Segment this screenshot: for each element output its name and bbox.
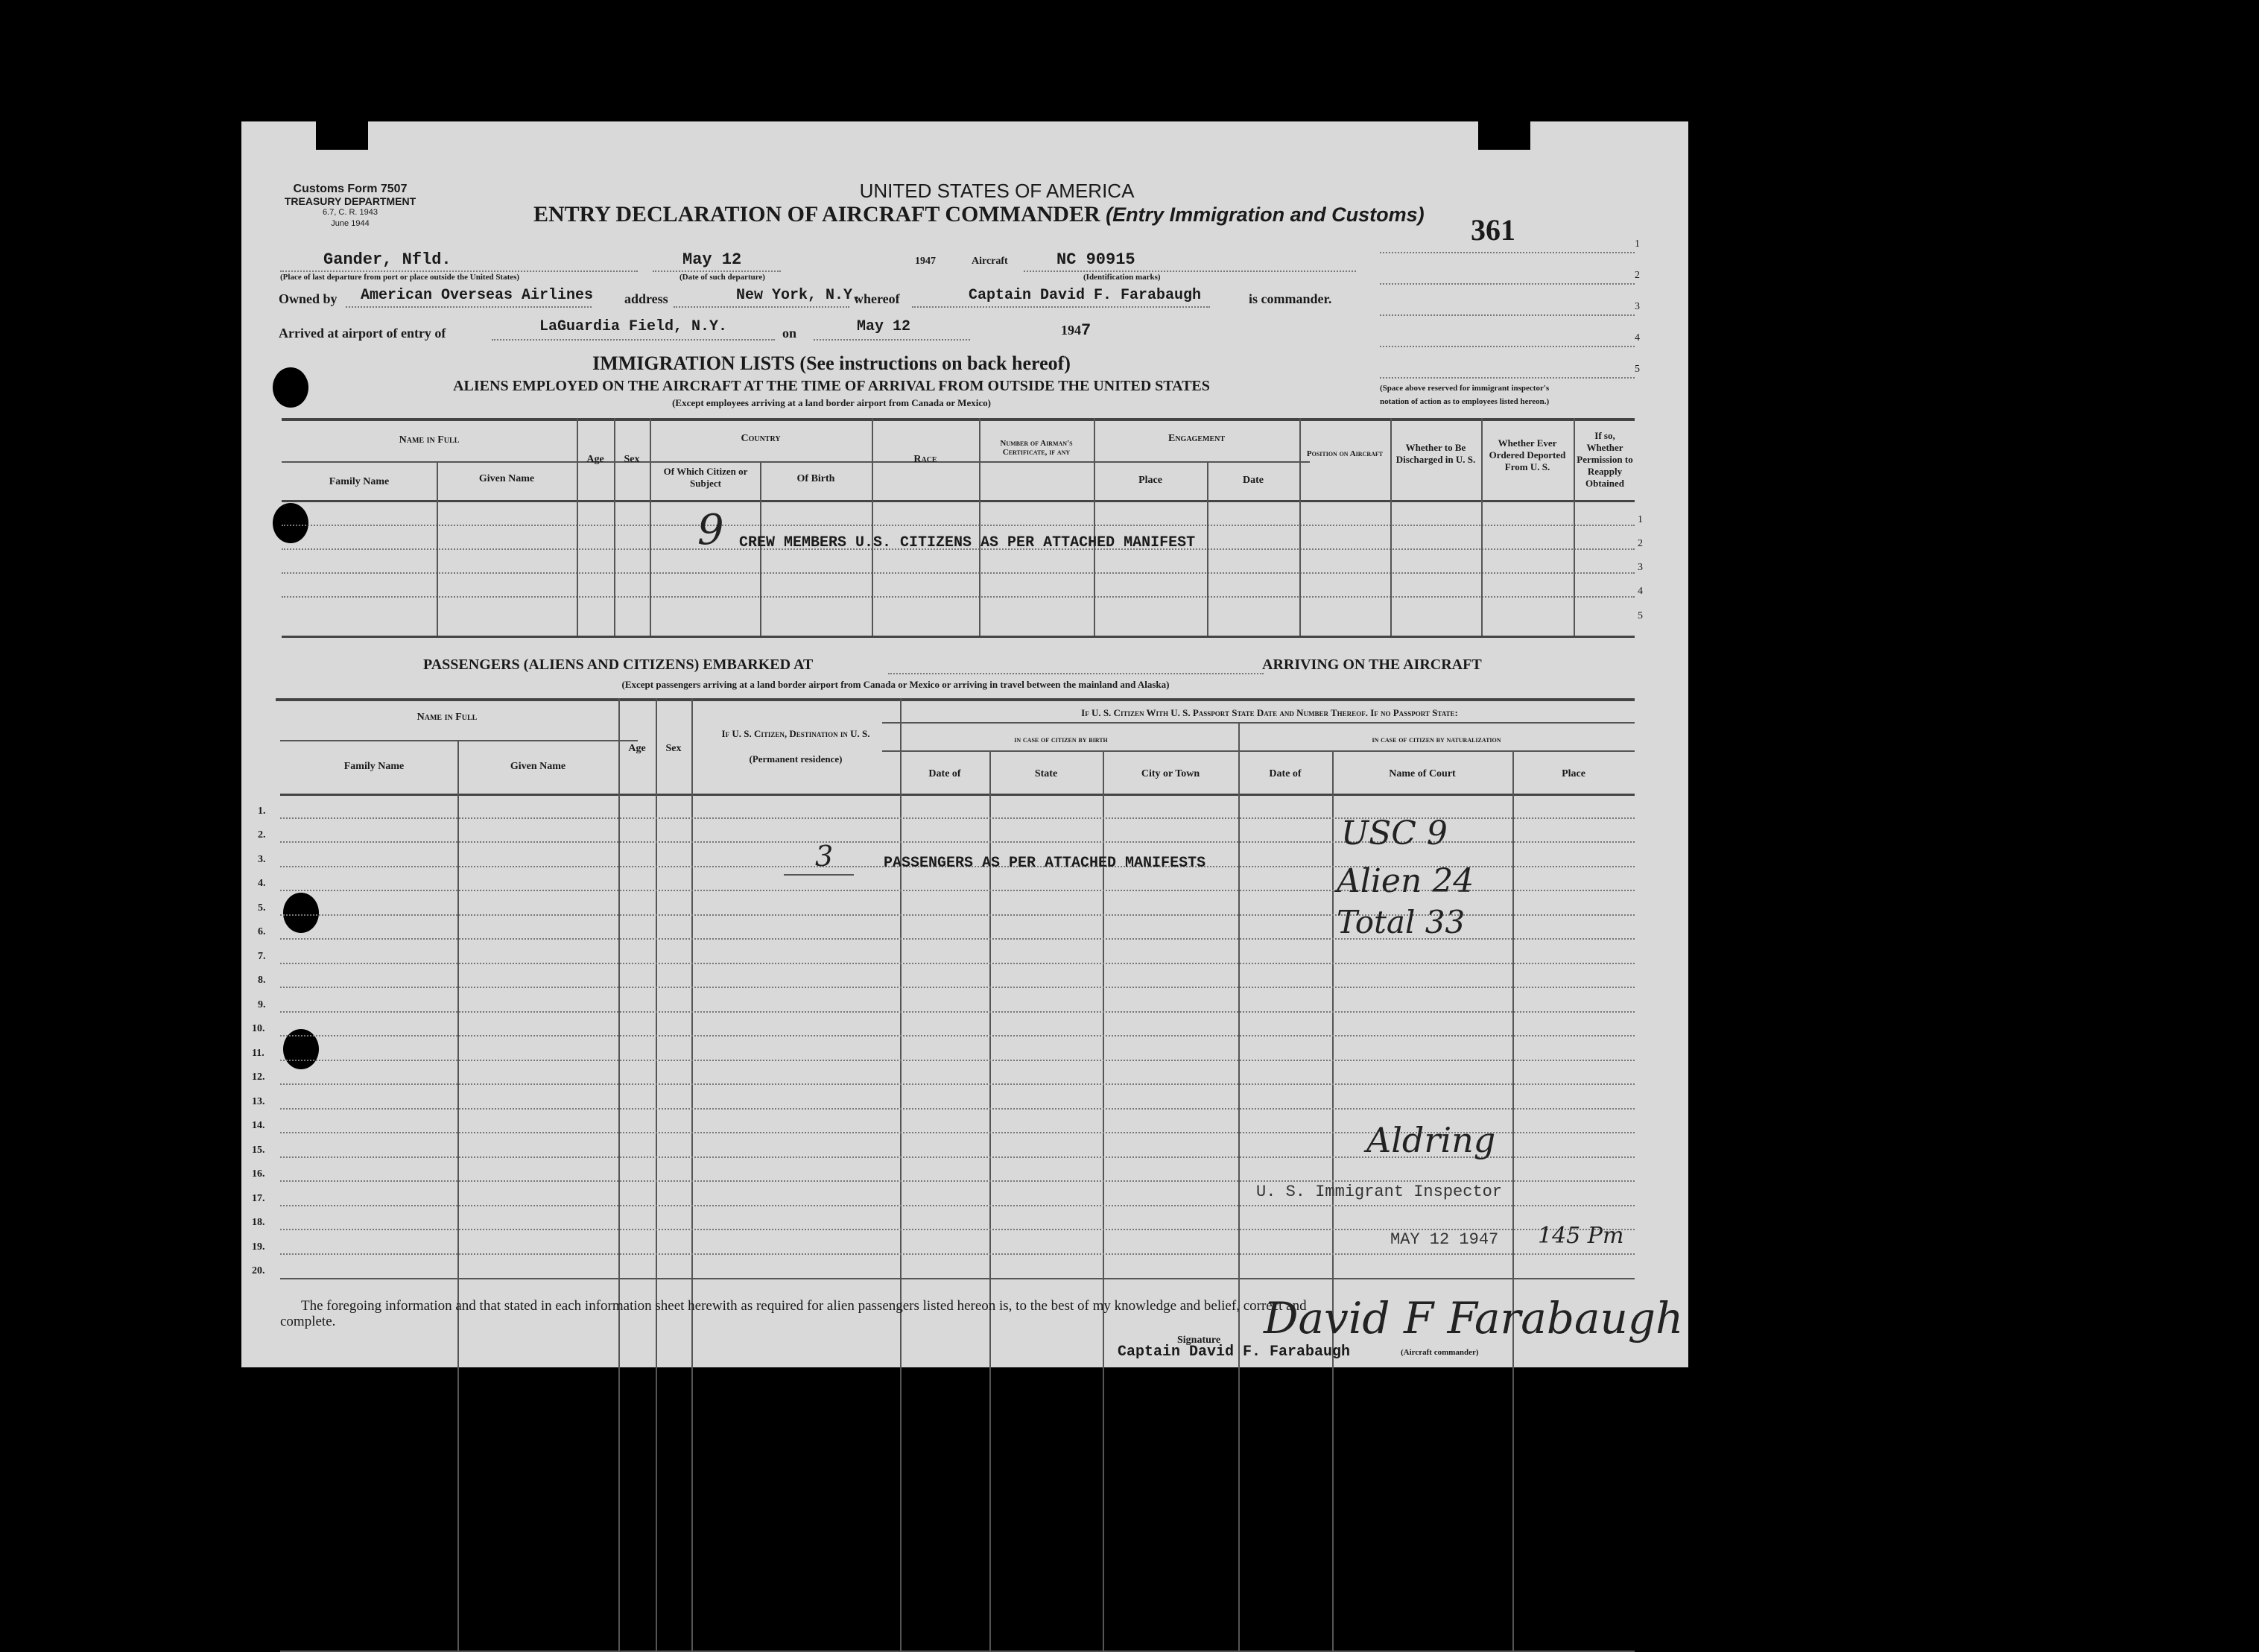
crew-header-race: Race: [913, 454, 937, 465]
crew-header-age: Age: [586, 454, 604, 465]
crew-header-sex: Sex: [624, 454, 640, 465]
crew-header-country: Country: [741, 433, 781, 444]
pass-row-number: 17.: [252, 1193, 265, 1204]
crew-count: 9: [697, 506, 724, 554]
page-notch-right: [1478, 121, 1530, 150]
regulation: 6.7, C. R. 1943: [323, 208, 378, 217]
pass-row-number: 11.: [252, 1048, 264, 1059]
address-label: address: [624, 291, 668, 306]
signer-caption: (Aircraft commander): [1401, 1348, 1479, 1357]
pass-header-date-of: Date of: [928, 768, 961, 779]
pass-header-passport: If U. S. Citizen With U. S. Passport State Date and Number Thereof. If no Passport State:: [1081, 707, 1458, 718]
department: TREASURY DEPARTMENT: [284, 195, 416, 207]
certification-statement-end: complete.: [280, 1314, 336, 1329]
crew-header-name: Name in Full: [399, 434, 460, 446]
commander-name: Captain David F. Farabaugh: [969, 287, 1202, 304]
pass-header-state: State: [1034, 768, 1058, 779]
crew-header-of-birth: Of Birth: [796, 473, 835, 484]
crew-header-permission: If so, Whether Permission to Reapply Obtained: [1577, 430, 1633, 489]
whereof-label: whereof: [854, 291, 900, 306]
form-title: [533, 202, 1425, 227]
arrival-date: May 12: [857, 318, 911, 335]
pass-row-number: 15.: [252, 1145, 265, 1156]
pass-header-place: Place: [1562, 768, 1585, 779]
inspector-initials: Aldring: [1366, 1120, 1496, 1160]
crew-header-family-name: Family Name: [329, 476, 390, 487]
departure-date-caption: (Date of such departure): [679, 273, 765, 282]
inspector-stamp-date: MAY 12 1947: [1390, 1230, 1499, 1249]
owner-address: New York, N.Y.: [736, 287, 862, 304]
crew-header-deported: Whether Ever Ordered Deported From U. S.: [1489, 437, 1566, 472]
form-date: June 1944: [331, 219, 370, 228]
pass-row-number: 3.: [258, 854, 266, 865]
crew-header-engagement-place: Place: [1138, 475, 1162, 486]
passengers-title-left: PASSENGERS (ALIENS AND CITIZENS) EMBARKED AT: [423, 656, 814, 673]
punch-hole: [273, 503, 308, 543]
crew-row-number: 5: [1638, 610, 1643, 621]
inspector-line-number: 4: [1635, 332, 1640, 344]
owned-by-label: Owned by: [279, 291, 338, 306]
departure-place: Gander, Nfld.: [323, 250, 452, 269]
serial-number: 361: [1471, 213, 1515, 247]
crew-header-discharged: Whether to Be Discharged in U. S.: [1395, 442, 1476, 465]
pass-row-number: 6.: [258, 926, 266, 937]
page-notch-left: [316, 121, 368, 150]
departure-place-caption: (Place of last departure from port or place outside the United States): [280, 273, 520, 282]
pass-header-destination: If U. S. Citizen, Destination in U. S.: [721, 728, 870, 739]
inspector-line-number: 1: [1635, 238, 1640, 250]
pass-header-sex: Sex: [665, 743, 682, 754]
pass-header-given-name: Given Name: [510, 761, 566, 772]
arrival-year-prefix: 194: [1061, 323, 1081, 338]
arrival-airport: LaGuardia Field, N.Y.: [539, 318, 728, 335]
passengers-note: (Except passengers arriving at a land border airport from Canada or Mexico or arriving in travel between the mainland and Alaska): [621, 679, 1170, 690]
crew-header-airman-cert: Number of Airman's Certificate, if any: [1000, 439, 1073, 457]
certification-statement: The foregoing information and that stated in each information sheet herewith as required for alien passengers listed hereon is, to the best of my knowledge and belief, correct and: [301, 1298, 1307, 1314]
immigration-title: IMMIGRATION LISTS (See instructions on back hereof): [592, 352, 1071, 374]
arrival-label: Arrived at airport of entry of: [279, 326, 446, 341]
pass-row-number: 5.: [258, 902, 266, 914]
pass-header-court: Name of Court: [1389, 768, 1456, 779]
crew-header-engagement-date: Date: [1243, 475, 1264, 486]
passenger-count: 3: [815, 840, 834, 873]
commander-signature: David F Farabaugh: [1264, 1293, 1684, 1344]
pass-row-number: 1.: [258, 806, 266, 817]
punch-hole: [273, 367, 308, 408]
pass-header-city: City or Town: [1141, 768, 1200, 779]
pass-row-number: 2.: [258, 829, 266, 841]
pass-row-number: 18.: [252, 1217, 265, 1228]
pass-row-number: 14.: [252, 1120, 265, 1131]
pass-row-number: 10.: [252, 1023, 265, 1034]
departure-year: 1947: [915, 256, 936, 267]
inspector-line-number: 3: [1635, 301, 1640, 312]
pass-row-number: 13.: [252, 1096, 265, 1107]
pass-header-age: Age: [628, 743, 646, 754]
tally-alien: Alien 24: [1337, 862, 1474, 900]
crew-header-position: Position on Aircraft: [1306, 449, 1384, 458]
form-title-paren: (Entry Immigration and Customs): [1106, 203, 1425, 226]
inspector-caption: notation of action as to employees listed hereon.): [1380, 397, 1550, 406]
crew-note: CREW MEMBERS U.S. CITIZENS AS PER ATTACHED MANIFEST: [739, 534, 1196, 551]
pass-row-number: 20.: [252, 1265, 265, 1276]
arrival-year-suffix: 7: [1081, 321, 1092, 340]
form-number: Customs Form 7507: [293, 183, 408, 195]
pass-header-by-birth: in case of citizen by birth: [1014, 735, 1108, 744]
crew-row-number: 1: [1638, 514, 1643, 525]
crew-row-number: 3: [1638, 562, 1643, 573]
crew-header-given-name: Given Name: [478, 473, 535, 484]
pass-row-number: 16.: [252, 1168, 265, 1180]
form-title-main: ENTRY DECLARATION OF AIRCRAFT COMMANDER: [533, 202, 1100, 227]
aircraft-caption: (Identification marks): [1083, 273, 1161, 282]
departure-date: May 12: [682, 250, 742, 269]
crew-row-number: 4: [1638, 586, 1643, 597]
inspector-stamp-time: 145 Pm: [1538, 1223, 1624, 1249]
inspector-line-number: 5: [1635, 364, 1640, 375]
immigration-note: (Except employees arriving at a land border airport from Canada or Mexico): [672, 397, 991, 408]
signer-name: Captain David F. Farabaugh: [1118, 1344, 1351, 1361]
pass-row-number: 19.: [252, 1241, 265, 1253]
owner-name: American Overseas Airlines: [361, 287, 594, 304]
passengers-title-right: ARRIVING ON THE AIRCRAFT: [1262, 656, 1482, 673]
pass-header-family-name: Family Name: [343, 761, 405, 772]
signature-label: Signature: [1177, 1335, 1221, 1346]
tally-usc: USC 9: [1341, 814, 1448, 852]
pass-row-number: 8.: [258, 975, 266, 986]
pass-row-number: 12.: [252, 1072, 265, 1083]
immigration-subtitle: ALIENS EMPLOYED ON THE AIRCRAFT AT THE TIME OF ARRIVAL FROM OUTSIDE THE UNITED STATES: [453, 378, 1210, 394]
crew-row-number: 2: [1638, 538, 1643, 549]
pass-row-number: 9.: [258, 999, 266, 1010]
aircraft-marks: NC 90915: [1056, 250, 1135, 269]
inspector-label: U. S. Immigrant Inspector: [1256, 1183, 1503, 1201]
country-heading: UNITED STATES OF AMERICA: [859, 180, 1135, 202]
inspector-caption: (Space above reserved for immigrant inspector's: [1380, 384, 1550, 393]
tally-total: Total 33: [1337, 904, 1466, 940]
crew-header-citizen-of: Of Which Citizen or Subject: [663, 466, 748, 489]
pass-header-name: Name in Full: [416, 712, 478, 723]
pass-row-number: 7.: [258, 951, 266, 962]
aircraft-label: Aircraft: [972, 256, 1008, 267]
document-page: [241, 121, 1688, 1367]
pass-header-by-naturalization: in case of citizen by naturalization: [1372, 735, 1501, 744]
commander-suffix: is commander.: [1249, 291, 1332, 306]
passenger-note: PASSENGERS AS PER ATTACHED MANIFESTS: [884, 855, 1206, 872]
punch-hole: [283, 893, 319, 933]
pass-header-permanent: (Permanent residence): [749, 753, 843, 765]
inspector-line-number: 2: [1635, 270, 1640, 281]
arrival-year: [1061, 321, 1091, 340]
arrival-on-label: on: [782, 326, 797, 341]
pass-header-date-of-2: Date of: [1269, 768, 1302, 779]
crew-header-engagement: Engagement: [1167, 433, 1226, 444]
pass-row-number: 4.: [258, 878, 266, 889]
